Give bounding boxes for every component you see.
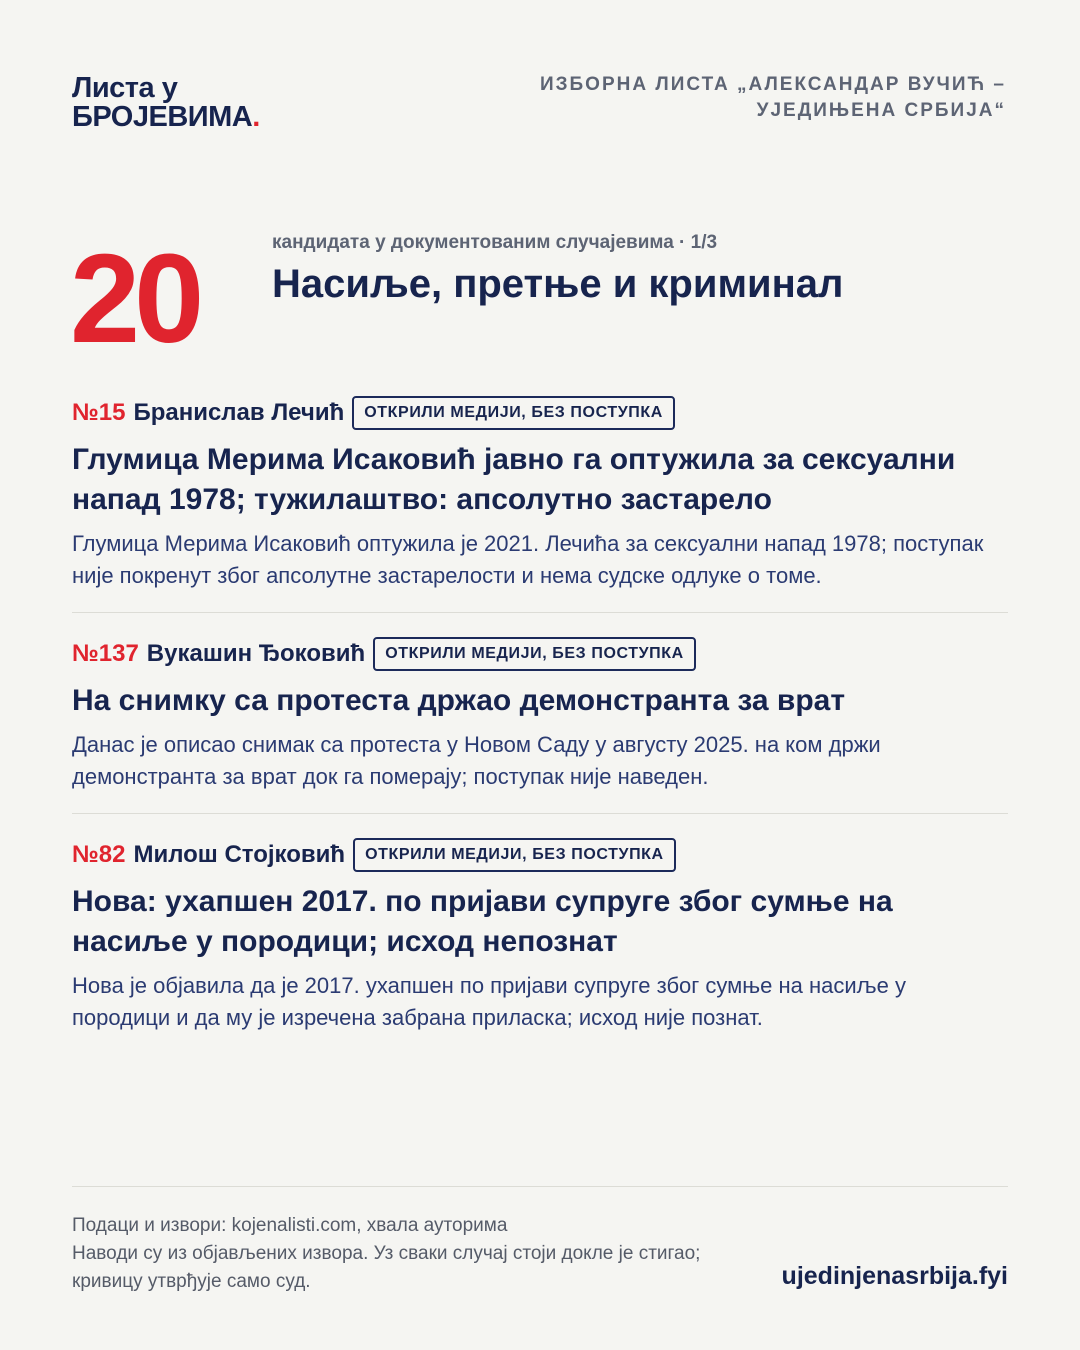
logo-line-2: БРОЈЕВИМА <box>72 101 253 133</box>
candidate-number: №82 <box>72 841 126 868</box>
case-entry <box>72 813 1008 1054</box>
status-badge: ОТКРИЛИ МЕДИЈИ, БЕЗ ПОСТУПКА <box>352 396 675 430</box>
candidate-count: 20 <box>70 228 199 369</box>
case-description: Данас је описао снимак са протеста у Новом Саду у августу 2025. на ком држи демонстранта за врат док га померају; поступак није наведен. <box>72 732 881 789</box>
case-title: Нова: ухапшен 2017. по пријави супруге због сумње на насиље у породици; исход непознат <box>72 885 893 958</box>
page-title: Насиље, претње и криминал <box>272 262 844 306</box>
footer-notes <box>72 1212 712 1296</box>
case-list <box>72 394 1008 1054</box>
website-link[interactable]: ujedinjenasrbija.fyi <box>781 1262 1008 1290</box>
candidate-name: Бранислав Лечић <box>133 399 345 426</box>
candidate-name: Милош Стојковић <box>133 841 346 868</box>
footer-disclaimer: Наводи су из објављених извора. Уз сваки случај стоји докле је стигао; кривицу утврђује само суд. <box>72 1243 701 1292</box>
footer-sources: Подаци и извори: kojenalisti.com, хвала ауторима <box>72 1215 508 1236</box>
case-entry <box>72 394 1008 612</box>
candidate-name: Вукашин Ђоковић <box>146 640 366 667</box>
logo-line-1: Листа у <box>72 72 178 104</box>
candidate-number: №15 <box>72 399 126 426</box>
case-meta <box>72 635 1008 673</box>
logo-dot: . <box>252 101 260 133</box>
case-description: Глумица Мерима Исаковић оптужила је 2021. Лечића за сексуални напад 1978; поступак није покренут због апсолутне застарелости и нема судске одлуке о томе. <box>72 531 984 588</box>
case-description: Нова је објавила да је 2017. ухапшен по пријави супруге због сумње на насиље у породици и да му је изречена забрана приласка; исход није познат. <box>72 973 906 1030</box>
candidate-number: №137 <box>72 640 139 667</box>
footer-divider <box>72 1186 1008 1187</box>
case-meta <box>72 836 1008 874</box>
status-badge: ОТКРИЛИ МЕДИЈИ, БЕЗ ПОСТУПКА <box>353 838 676 872</box>
case-entry <box>72 612 1008 813</box>
logo <box>72 74 260 132</box>
electoral-list-name: ИЗБОРНА ЛИСТА „АЛЕКСАНДАР ВУЧИЋ – УЈЕДИЊЕНА СРБИЈА“ <box>539 74 1006 121</box>
case-title: Глумица Мерима Исаковић јавно га оптужила за сексуални напад 1978; тужилаштво: апсолутно застарело <box>72 443 956 516</box>
status-badge: ОТКРИЛИ МЕДИЈИ, БЕЗ ПОСТУПКА <box>373 637 696 671</box>
case-title: На снимку са протеста држао демонстранта за врат <box>72 684 846 717</box>
case-meta <box>72 394 1008 432</box>
header-subtitle: кандидата у документованим случајевима · 1/3 <box>272 232 718 253</box>
